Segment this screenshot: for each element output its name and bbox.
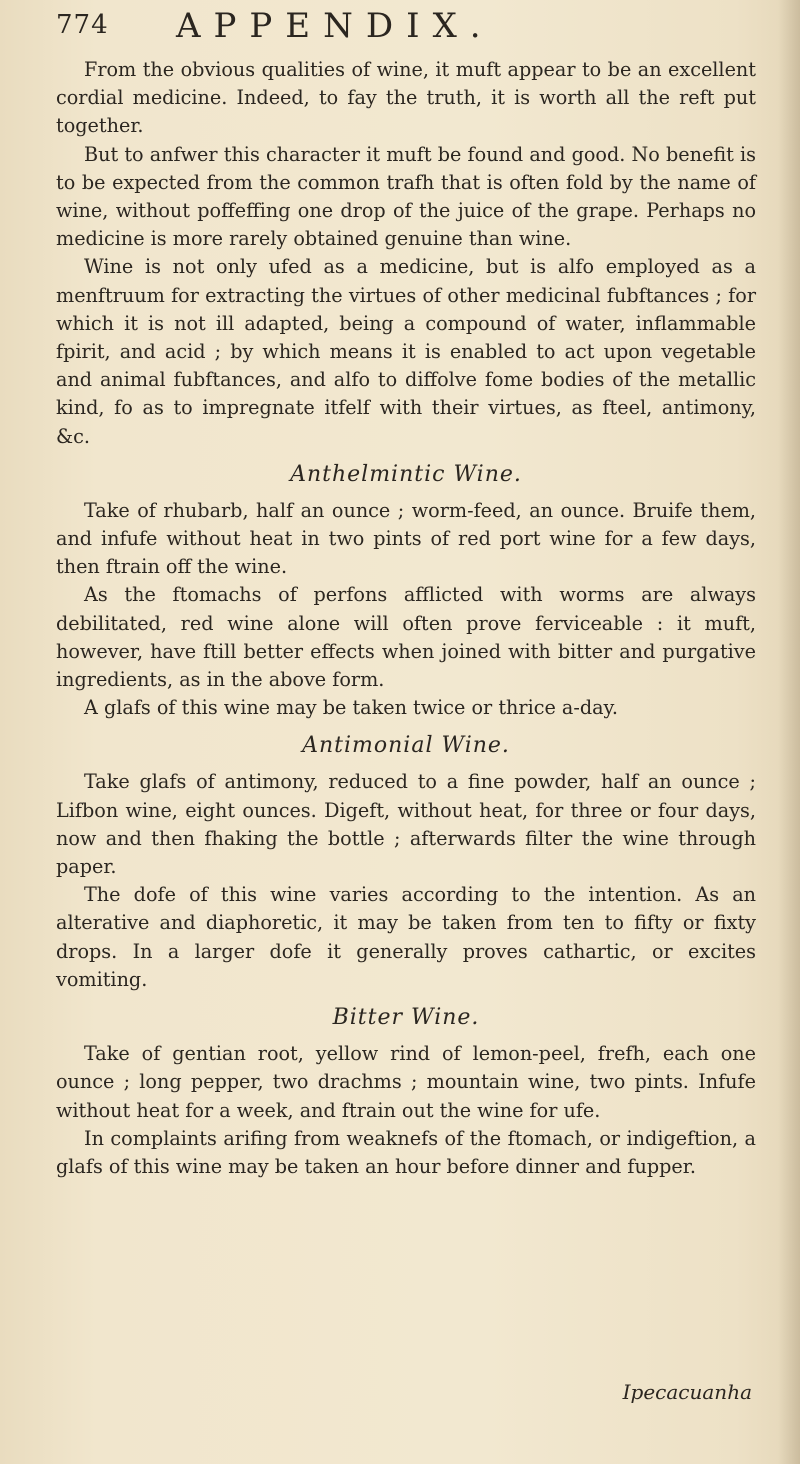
paragraph-anthelmintic-use: As the ftomachs of perfons afflicted with worms are always debilitated, red wine alone will often prove ferviceable : it muft, however, have ftill better effects when joined with bitter and purgative ingredients, as in the above form. [56,583,756,692]
paragraph-bitter-recipe: Take of gentian root, yellow rind of lemon-peel, frefh, each one ounce ; long pepper, two drachms ; mountain wine, two pints. Infufe without heat for a week, and ftrain out the wine for ufe. [56,1042,756,1122]
catchword: Ipecacuanha [622,1380,752,1404]
paragraph-intro: From the obvious qualities of wine, it muft appear to be an excellent cordial medicine. Indeed, to fay the truth, it is worth all the reft put together. [56,58,756,138]
paragraph-character: But to anfwer this character it muft be found and good. No benefit is to be expected from the common trafh that is often fold by the name of wine, without poffeffing one drop of the juice of the grape. Perhaps no medicine is more rarely obtained genuine than wine. [56,142,756,251]
page-header [56,6,756,50]
paragraph-anthelmintic-dose: A glafs of this wine may be taken twice or thrice a-day. [84,696,618,720]
section-heading-bitter: Bitter Wine. [332,1005,480,1031]
paragraph-antimonial-recipe: Take glafs of antimony, reduced to a fine powder, half an ounce ; Lifbon wine, eight ounces. Digeft, without heat, for three or four days, now and then fhaking the bottle ; afterwards filter the wine through paper. [56,770,756,879]
paragraph-antimonial-dose: The dofe of this wine varies according to the intention. As an alterative and diaphoretic, it may be taken from ten to fifty or fixty drops. In a larger dofe it generally proves cathartic, or excites vomiting. [56,883,756,991]
paragraph-bitter-use: In complaints arifing from weaknefs of the ftomach, or indigeftion, a glafs of this wine may be taken an hour before dinner and fupper. [56,1126,756,1178]
paragraph-anthelmintic-recipe: Take of rhubarb, half an ounce ; worm-feed, an ounce. Bruife them, and infufe without heat in two pints of red port wine for a few days, then ftrain off the wine. [56,498,756,579]
body-text [56,56,756,1181]
section-heading-antimonial: Antimonial Wine. [302,733,510,759]
running-head: APPENDIX. [176,6,494,46]
page-number: 774 [56,10,109,40]
section-heading-anthelmintic: Anthelmintic Wine. [290,461,522,487]
paragraph-menstruum: Wine is not only ufed as a medicine, but is alfo employed as a menftruum for extracting the virtues of other medicinal fubftances ; for which it is not ill adapted, being a compound of water, inflammable fpirit, and acid ; by which means it is enabled to act upon vegetable and animal fubftances, and alfo to diffolve fome bodies of the metallic kind, fo as to impregnate itfelf with their virtues, as fteel, antimony, &c. [56,255,756,448]
page-edge-shadow [778,0,800,1464]
